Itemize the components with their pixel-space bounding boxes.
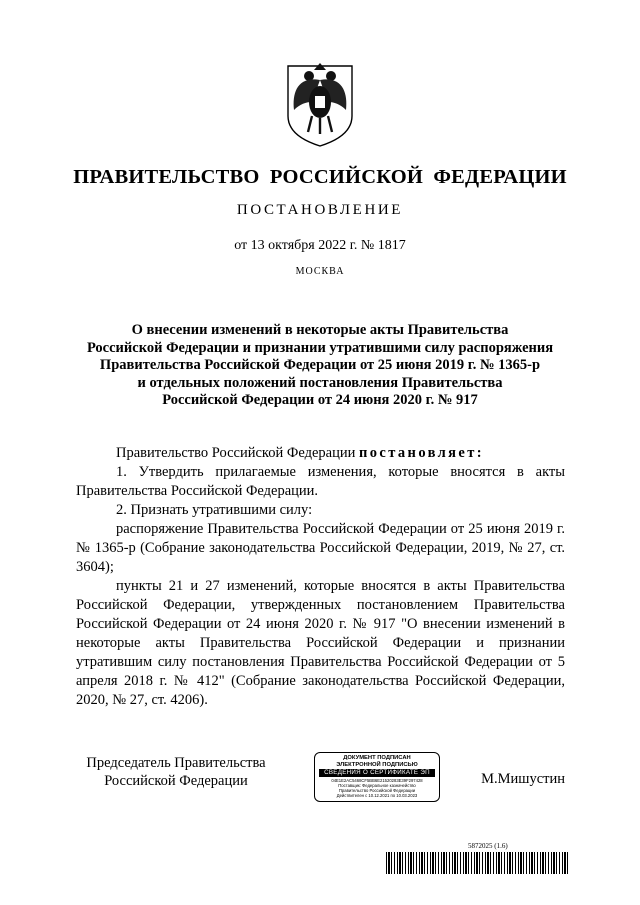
document-body <box>76 444 565 710</box>
signatory-position: Председатель Правительства Российской Федерации <box>86 755 266 789</box>
document-subject <box>0 322 640 410</box>
barcode-number: 5872025 (1.6) <box>468 842 508 850</box>
body-paragraph-3: распоряжение Правительства Российской Федерации от 25 июня 2019 г. № 1365-р (Собрание законодательства Российской Федерации, 2019, № 27, ст. 3604); <box>76 521 565 575</box>
state-emblem-icon <box>280 58 360 148</box>
body-paragraph-2: 2. Признать утратившими силу: <box>116 502 313 518</box>
subject-line: и отдельных положений постановления Правительства <box>137 374 503 391</box>
body-paragraph-4: пункты 21 и 27 изменений, которые вносятся в акты Правительства Российской Федерации, утвержденных постановлением Правительства Российской Федерации от 24 июня 2020 г. № 917 "О внесении изменений в некоторые акты Правительства Российской Федерации и признании утратившим силу постановления Правительства Российской Федерации от 5 апреля 2018 г. № 412" (Собрание законодательства Российской Федерации, 2020, № 27, ст. 4206). <box>76 578 565 708</box>
body-paragraph-1: 1. Утвердить прилагаемые изменения, которые вносятся в акты Правительства Российской Федерации. <box>76 464 565 499</box>
government-title: ПРАВИТЕЛЬСТВО РОССИЙСКОЙ ФЕДЕРАЦИИ <box>73 166 567 188</box>
document-type: ПОСТАНОВЛЕНИЕ <box>236 202 404 218</box>
subject-line: Российской Федерации и признании утратившими силу распоряжения <box>86 339 554 356</box>
certificate-owner: Правительство Российской Федерации <box>338 787 416 793</box>
subject-line: Российской Федерации от 24 июня 2020 г. № 917 <box>162 392 478 408</box>
barcode <box>386 852 568 874</box>
decree-word: постановляет: <box>358 445 485 461</box>
document-date-number: от 13 октября 2022 г. № 1817 <box>234 238 406 253</box>
electronic-signature-stamp: ДОКУМЕНТ ПОДПИСАН ЭЛЕКТРОННОЙ ПОДПИСЬЮ СВЕДЕНИЯ О СЕРТИФИКАТЕ ЭП 04E1E2AC5468CF5BB6E21520283E39F297428 Поставщик: Федеральное казначейство Правительство Российской Федерации Действителен с 10.12.2021 по 10.03.2023 <box>314 752 440 802</box>
subject-line: Правительства Российской Федерации от 25 июня 2019 г. № 1365-р <box>99 357 541 373</box>
certificate-issuer: Поставщик: Федеральное казначейство <box>338 782 416 788</box>
certificate-header: СВЕДЕНИЯ О СЕРТИФИКАТЕ ЭП <box>319 769 435 777</box>
certificate-validity: Действителен с 10.12.2021 по 10.03.2023 <box>336 792 418 798</box>
document-city: МОСКВА <box>295 266 345 277</box>
certificate-serial: 04E1E2AC5468CF5BB6E21520283E39F297428 <box>331 777 423 783</box>
signatory-name: М.Мишустин <box>481 771 565 787</box>
subject-line: О внесении изменений в некоторые акты Правительства <box>131 322 509 338</box>
body-intro: Правительство Российской Федерации постановляет: <box>116 445 485 461</box>
